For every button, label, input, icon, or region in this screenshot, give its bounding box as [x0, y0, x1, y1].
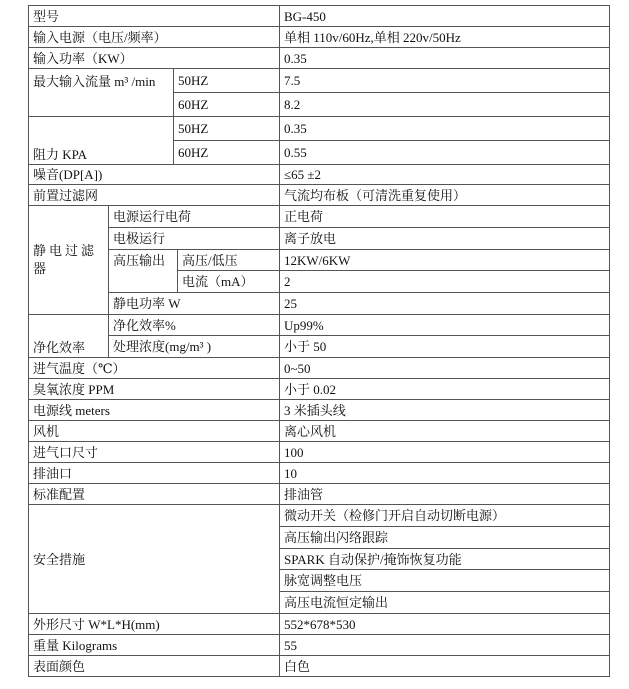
- safety-label: 安全措施: [29, 505, 280, 614]
- table-row: [29, 165, 610, 185]
- safety-item: 高压电流恒定输出: [280, 592, 610, 614]
- esp-power-value: 25: [280, 293, 610, 315]
- weight-label: 重量 Kilograms: [29, 635, 280, 656]
- input-wattage-value: 0.35: [280, 48, 610, 69]
- table-row: [29, 293, 610, 315]
- inlet-temp-value: 0~50: [280, 358, 610, 379]
- max-flow-value-50: 7.5: [280, 69, 610, 93]
- resistance-freq-50: 50HZ: [174, 117, 280, 141]
- purification-concentration-label: 处理浓度(mg/m³ ): [109, 336, 280, 358]
- purification-label: 净化效率: [29, 315, 109, 358]
- max-flow-freq-50: 50HZ: [174, 69, 280, 93]
- pre-filter-label: 前置过滤网: [29, 185, 280, 206]
- ozone-value: 小于 0.02: [280, 379, 610, 400]
- hv-current-value: 2: [280, 271, 610, 293]
- hv-output-label: 高压输出: [109, 250, 178, 293]
- table-row: [29, 228, 610, 250]
- esp-power-charge-label: 电源运行电荷: [109, 206, 280, 228]
- fan-label: 风机: [29, 421, 280, 442]
- model-label: 型号: [29, 6, 280, 27]
- esp-electrode-value: 离子放电: [280, 228, 610, 250]
- drain-value: 10: [280, 463, 610, 484]
- table-row: [29, 27, 610, 48]
- inlet-temp-label: 进气温度（℃）: [29, 358, 280, 379]
- max-flow-value-60: 8.2: [280, 93, 610, 117]
- safety-item: 高压输出闪络跟踪: [280, 527, 610, 549]
- standard-value: 排油管: [280, 484, 610, 505]
- table-row: [29, 117, 610, 141]
- dimensions-value: 552*678*530: [280, 614, 610, 635]
- table-row: [29, 315, 610, 336]
- table-row: [29, 635, 610, 656]
- resistance-value-60: 0.55: [280, 141, 610, 165]
- safety-item: 脉宽调整电压: [280, 570, 610, 592]
- table-row: [29, 484, 610, 505]
- hv-voltage-label: 高压/低压: [178, 250, 280, 271]
- max-flow-label: 最大输入流量 m³ /min: [29, 69, 174, 117]
- standard-label: 标准配置: [29, 484, 280, 505]
- table-row: [29, 656, 610, 677]
- table-row: [29, 206, 610, 228]
- table-row: [29, 421, 610, 442]
- table-row: [29, 379, 610, 400]
- purification-efficiency-label: 净化效率%: [109, 315, 280, 336]
- input-wattage-label: 输入功率（KW）: [29, 48, 280, 69]
- table-row: [29, 400, 610, 421]
- purification-concentration-value: 小于 50: [280, 336, 610, 358]
- table-row: [29, 336, 610, 358]
- esp-power-label: 静电功率 W: [109, 293, 280, 315]
- input-power-value: 单相 110v/60Hz,单相 220v/50Hz: [280, 27, 610, 48]
- input-power-label: 输入电源（电压/频率）: [29, 27, 280, 48]
- fan-value: 离心风机: [280, 421, 610, 442]
- max-flow-freq-60: 60HZ: [174, 93, 280, 117]
- table-row: [29, 442, 610, 463]
- safety-item: SPARK 自动保护/掩饰恢复功能: [280, 549, 610, 570]
- drain-label: 排油口: [29, 463, 280, 484]
- purification-efficiency-value: Up99%: [280, 315, 610, 336]
- resistance-value-50: 0.35: [280, 117, 610, 141]
- hv-current-label: 电流（mA）: [178, 271, 280, 293]
- dimensions-label: 外形尺寸 W*L*H(mm): [29, 614, 280, 635]
- table-row: [29, 6, 610, 27]
- weight-value: 55: [280, 635, 610, 656]
- table-row: [29, 505, 610, 527]
- power-cord-value: 3 米插头线: [280, 400, 610, 421]
- noise-value: ≤65 ±2: [280, 165, 610, 185]
- safety-item: 微动开关（检修门开启自动切断电源）: [280, 505, 610, 527]
- model-value: BG-450: [280, 6, 610, 27]
- table-row: [29, 185, 610, 206]
- table-row: [29, 250, 610, 271]
- resistance-label: 阻力 KPA: [29, 117, 174, 165]
- noise-label: 噪音(DP[A]): [29, 165, 280, 185]
- spec-table: [28, 5, 610, 677]
- color-value: 白色: [280, 656, 610, 677]
- table-row: [29, 463, 610, 484]
- ozone-label: 臭氧浓度 PPM: [29, 379, 280, 400]
- inlet-size-label: 进气口尺寸: [29, 442, 280, 463]
- hv-voltage-value: 12KW/6KW: [280, 250, 610, 271]
- resistance-freq-60: 60HZ: [174, 141, 280, 165]
- table-row: [29, 614, 610, 635]
- power-cord-label: 电源线 meters: [29, 400, 280, 421]
- table-row: [29, 48, 610, 69]
- pre-filter-value: 气流均布板（可清洗重复使用）: [280, 185, 610, 206]
- esp-electrode-label: 电极运行: [109, 228, 280, 250]
- esp-label: 静电过滤器: [29, 206, 109, 315]
- table-row: [29, 358, 610, 379]
- esp-power-charge-value: 正电荷: [280, 206, 610, 228]
- color-label: 表面颜色: [29, 656, 280, 677]
- table-row: [29, 69, 610, 93]
- inlet-size-value: 100: [280, 442, 610, 463]
